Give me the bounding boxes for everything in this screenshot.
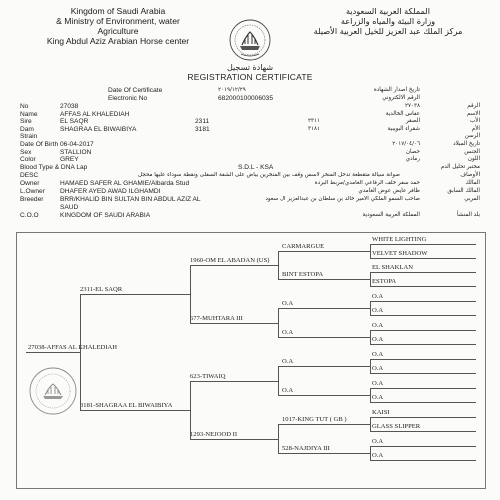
- pedigree-connector: [278, 366, 279, 395]
- desc-label-ar: الأوصاف: [460, 172, 480, 178]
- last-owner-label: L.Owner: [20, 188, 45, 195]
- pedigree-line: [370, 460, 476, 461]
- info-value: AFFAS AL KHALEDIAH: [60, 110, 130, 118]
- info-reg-number-ar: ٣١٨١: [307, 125, 320, 132]
- pedigree-line: [370, 359, 476, 360]
- info-value: 06-04-2017: [60, 141, 94, 148]
- desc-label: DESC: [20, 172, 39, 179]
- desc-value: صوانة سيالة متقطعة تدخل المنخر لاسس وقف بين المنخرين بياض على الشفة السفلى ونقطة سوداء عليها محجل: [138, 172, 400, 178]
- pedigree-connector: [278, 308, 279, 337]
- blood-type-value: S.D.L - KSA: [238, 164, 274, 171]
- pedigree-ancestor-gen4: VELVET SHADOW: [372, 250, 428, 257]
- header-right-line: المملكة العربية السعودية: [345, 6, 430, 16]
- pedigree-connector: [370, 244, 371, 258]
- pedigree-ancestor-gen4: O.A: [372, 293, 384, 300]
- header-right-block: [288, 6, 488, 36]
- pedigree-line: [278, 424, 370, 425]
- pedigree-ancestor-gen4: O.A: [372, 380, 384, 387]
- pedigree-border: [16, 232, 486, 489]
- info-value: STALLION: [60, 148, 92, 156]
- pedigree-connector: [370, 301, 371, 315]
- header-right-line: مركز الملك عبد العزيز للخيل العربية الأصيلة: [313, 26, 463, 36]
- owner-label-ar: المالك: [465, 180, 480, 186]
- pedigree-line: [26, 352, 80, 353]
- pedigree-line: [370, 244, 476, 245]
- info-value: SHAGRAA EL BIWAIBIYA: [60, 125, 137, 133]
- pedigree-grandparent: 677-MUHTARA III: [190, 314, 243, 322]
- pedigree-ancestor-gen4: WHITE LIGHTING: [372, 236, 427, 243]
- pedigree-ancestor-gen3: O.A: [282, 358, 294, 365]
- pedigree-connector: [370, 272, 371, 286]
- date-of-certificate-value: ٢٠١٩/١٢/٢٩: [218, 87, 246, 93]
- pedigree-connector: [370, 417, 371, 431]
- pedigree-ancestor-gen4: KAISI: [372, 409, 390, 416]
- info-label: Name: [20, 110, 38, 118]
- pedigree-line: [190, 439, 278, 440]
- owner-value: HAMAED SAFER AL GHAMIE/Albarda Stud: [60, 180, 190, 187]
- pedigree-ancestor-gen3: BINT ESTOPA: [282, 271, 324, 278]
- pedigree-grandparent: 623-TIWAIQ: [190, 372, 226, 380]
- header-left-line: Kingdom of Saudi Arabia: [70, 6, 166, 16]
- info-reg-number: 3181: [195, 125, 210, 133]
- pedigree-ancestor-gen4: O.A: [372, 322, 384, 329]
- breeder-value-ar: صاحب السمو الملكي الأمير خالد بن سلطان بن عبدالعزيز آل سعود: [265, 196, 420, 202]
- info-label: Date Of Birth: [20, 141, 59, 148]
- title-arabic: شهادة تسجيل: [226, 63, 274, 72]
- info-reg-number: 2311: [195, 118, 210, 126]
- pedigree-line: [278, 251, 370, 252]
- info-label: Sire: [20, 118, 32, 126]
- electronic-no-value: 682000100006035: [218, 95, 274, 102]
- info-value-ar: شقراء البويبية: [387, 125, 420, 132]
- pedigree-line: [370, 417, 476, 418]
- pedigree-ancestor-gen4: O.A: [372, 438, 384, 445]
- coo-value: KINGDOM OF SAUDI ARABIA: [60, 212, 151, 219]
- pedigree-ancestor-gen3: CARMARGUE: [282, 243, 325, 250]
- pedigree-line: [370, 286, 476, 287]
- pedigree-line: [370, 402, 476, 403]
- pedigree-line: [370, 446, 476, 447]
- info-label-ar: الأب: [469, 118, 480, 125]
- owner-value-ar: حمد سفر خلف الرفاعي الغامدي/مربط البردة: [314, 180, 420, 186]
- pedigree-connector: [370, 359, 371, 373]
- pedigree-ancestor-gen3: 1017-KING TUT ( GB ): [282, 416, 347, 423]
- breeder-label-ar: المربي: [464, 196, 480, 202]
- pedigree-ancestor-gen3: O.A: [282, 300, 294, 307]
- info-label-ar: تاريخ الميلاد: [453, 141, 480, 147]
- pedigree-ancestor-gen4: O.A: [372, 394, 384, 401]
- info-label-ar: الرقم: [467, 103, 480, 109]
- info-value-ar: ٢٧٠٣٨: [404, 103, 420, 109]
- official-stamp-icon: [28, 366, 78, 416]
- info-value-ar: ٢٠١٧/٠٤/٠٦: [392, 141, 420, 147]
- info-label: No: [20, 103, 29, 110]
- info-label-ar: الأم: [471, 125, 480, 132]
- info-label-ar: الاسم: [466, 110, 480, 117]
- pedigree-line: [278, 337, 370, 338]
- pedigree-line: [370, 272, 476, 273]
- info-value-ar: رمادي: [405, 156, 420, 163]
- header-left-line: King Abdul Aziz Arabian Horse center: [46, 36, 190, 46]
- pedigree-line: [370, 258, 476, 259]
- coo-label: C.O.O: [20, 212, 39, 219]
- header-left-line: Agriculture: [97, 26, 139, 36]
- pedigree-ancestor-gen3: O.A: [282, 387, 294, 394]
- blood-type-label-ar: مختبر تحليل الدم: [440, 164, 480, 170]
- pedigree-ancestor-gen4: O.A: [372, 452, 384, 459]
- info-value: EL SAQR: [60, 118, 89, 126]
- pedigree-connector: [370, 388, 371, 402]
- pedigree-ancestor-gen4: O.A: [372, 307, 384, 314]
- pedigree-connector: [190, 265, 191, 323]
- pedigree-line: [370, 344, 476, 345]
- pedigree-connector: [278, 424, 279, 453]
- breeder-value: BRR/KHALID BIN SULTAN BIN ABDUL AZIZ AL: [60, 196, 201, 203]
- pedigree-ancestor-gen3: O.A: [282, 329, 294, 336]
- pedigree-ancestor-gen4: ESTOPA: [372, 278, 397, 285]
- last-owner-label-ar: المالك السابق: [447, 188, 480, 194]
- pedigree-parent: 3181-SHAGRAA EL BIWAIBIYA: [80, 401, 173, 409]
- pedigree-line: [370, 330, 476, 331]
- pedigree-ancestor-gen4: EL SHAKLAN: [372, 264, 413, 271]
- pedigree-connector: [278, 251, 279, 279]
- pedigree-ancestor-gen3: 528-NAJDIYA III: [282, 445, 330, 452]
- info-reg-number-ar: ٢٣١١: [307, 118, 320, 125]
- pedigree-parent: 2311-EL SAQR: [80, 285, 123, 293]
- pedigree-connector: [80, 294, 81, 410]
- pedigree-line: [278, 308, 370, 309]
- breeder-label: Breeder: [20, 196, 44, 203]
- info-value-ar: عفاس الخالدية: [385, 110, 420, 117]
- pedigree-line: [278, 395, 370, 396]
- pedigree-ancestor-gen4: O.A: [372, 336, 384, 343]
- date-of-certificate-label-ar: تاريخ اصدار الشهادة: [373, 87, 420, 93]
- info-label-ar: اللون: [467, 156, 480, 163]
- pedigree-line: [190, 265, 278, 266]
- pedigree-line: [370, 431, 476, 432]
- header-left-line: & Ministry of Environment, water: [56, 16, 180, 26]
- center-emblem-icon: [226, 16, 274, 64]
- pedigree-line: [370, 388, 476, 389]
- pedigree-line: [370, 315, 476, 316]
- pedigree-ancestor-gen4: GLASS SLIPPER: [372, 423, 421, 430]
- pedigree-line: [278, 366, 370, 367]
- pedigree-line: [370, 373, 476, 374]
- info-label: Strain: [20, 133, 38, 141]
- last-owner-value-ar: ظافر عايض عوض الغامدي: [358, 188, 420, 194]
- pedigree-line: [80, 294, 190, 295]
- pedigree-line: [80, 410, 190, 411]
- pedigree-line: [370, 301, 476, 302]
- info-label-ar: الرسن: [464, 133, 480, 140]
- certificate-title: REGISTRATION CERTIFICATE: [187, 72, 313, 82]
- pedigree-line: [278, 453, 370, 454]
- coo-value-ar: المملكة العربية السعودية: [362, 212, 420, 218]
- pedigree-ancestor-gen4: O.A: [372, 351, 384, 358]
- info-value: GREY: [60, 156, 79, 164]
- pedigree-grandparent: 1960-OM EL ABADAN (US): [190, 257, 270, 264]
- pedigree-connector: [370, 446, 371, 460]
- info-label: Dam: [20, 125, 34, 133]
- header-right-line: وزارة البيئة والمياه والزراعة: [340, 16, 436, 26]
- owner-label: Owner: [20, 180, 40, 187]
- blood-type-label: Blood Type & DNA Lap: [20, 164, 88, 171]
- info-value-ar: حصان: [405, 148, 420, 155]
- date-of-certificate-label: Date Of Certificate: [108, 87, 163, 94]
- pedigree-connector: [370, 330, 371, 344]
- info-value-ar: الصقر: [405, 118, 420, 125]
- pedigree-line: [278, 279, 370, 280]
- info-label-ar: الجنس: [464, 148, 480, 155]
- pedigree-horse-name: 27038-AFFAS AL KHALEDIAH: [28, 343, 118, 351]
- pedigree-grandparent: 1293-NEJOOD II: [190, 430, 238, 438]
- pedigree-line: [190, 381, 278, 382]
- info-value: 27038: [60, 103, 79, 110]
- info-label: Color: [20, 156, 36, 164]
- info-label: Sex: [20, 148, 32, 156]
- coo-label-ar: بلد المنشأ: [457, 212, 480, 218]
- breeder-value-line2: SAUD: [60, 204, 79, 211]
- electronic-no-label: Electronic No: [108, 95, 148, 102]
- last-owner-value: DHAFER AYED AWAD ILGHAMDI: [60, 188, 161, 195]
- pedigree-connector: [190, 381, 191, 439]
- pedigree-ancestor-gen4: O.A: [372, 365, 384, 372]
- electronic-no-label-ar: الرقم الالكتروني: [382, 95, 420, 101]
- pedigree-line: [190, 323, 278, 324]
- header-left-block: [18, 6, 218, 46]
